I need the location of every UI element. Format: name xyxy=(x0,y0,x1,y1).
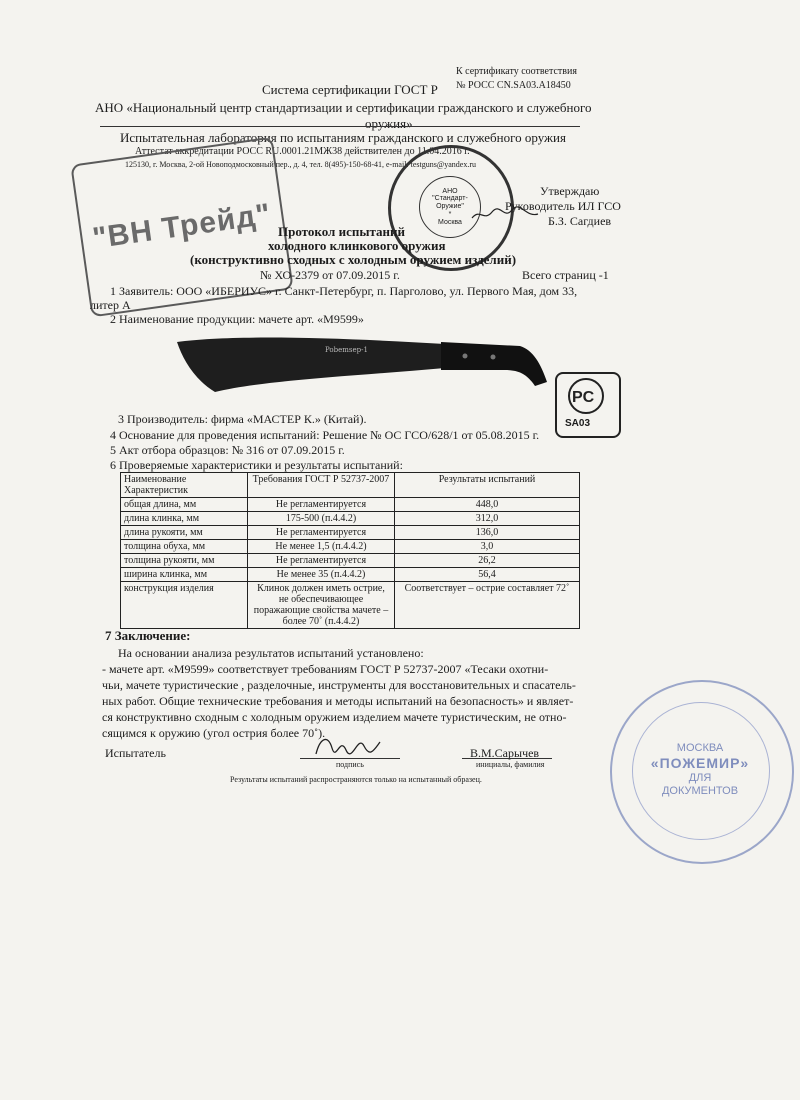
approval-position: Руководитель ИЛ ГСО xyxy=(505,199,621,213)
conclusion-line: чьи, мачете туристические , разделочные, инструменты для восстановительных и спасатель- xyxy=(102,678,576,692)
round-seal-line: * xyxy=(448,210,452,218)
protocol-number: № ХО-2379 от 07.09.2015 г. xyxy=(260,268,400,282)
manufacturer: 3 Производитель: фирма «МАСТЕР К.» (Китай). xyxy=(118,412,367,426)
test-basis: 4 Основание для проведения испытаний: Решение № ОС ГСО/628/1 от 05.08.2015 г. xyxy=(110,428,540,442)
round-seal-line: "Стандарт- xyxy=(432,195,468,203)
conclusion-line: ных работ. Общие технические требования и методы испытаний на безопасность» и являет- xyxy=(102,694,574,708)
lab-address: 125130, г. Москва, 2-ой Новоподмосковный пер., д. 4, тел. 8(495)-150-68-41, e-mail: testguns@yandex.ru xyxy=(125,160,476,169)
product-name: 2 Наименование продукции: мачете арт. «M9599» xyxy=(110,312,364,326)
approval-label: Утверждаю xyxy=(540,184,600,198)
certification-mark-code: SA03 xyxy=(565,418,591,429)
pct-logo-icon xyxy=(557,374,615,418)
table-header-row xyxy=(121,473,580,498)
table-header: Результаты испытаний xyxy=(395,473,580,498)
tester-signature xyxy=(312,730,382,760)
blue-round-seal xyxy=(610,680,794,864)
protocol-title: Протокол испытаний xyxy=(278,224,405,239)
company-stamp-text: "ВН Трейд" xyxy=(90,197,274,256)
table-row xyxy=(121,554,580,568)
table-cell: толщина обуха, мм xyxy=(121,540,248,554)
protocol-subtitle1: холодного клинкового оружия xyxy=(268,238,446,253)
footnote: Результаты испытаний распространяются только на испытанный образец. xyxy=(230,775,482,784)
tester-label: Испытатель xyxy=(105,746,166,760)
conclusion-heading: 7 Заключение: xyxy=(105,628,191,643)
table-cell: 3,0 xyxy=(395,540,580,554)
blue-seal-city: МОСКВА xyxy=(676,741,724,754)
signature-rule xyxy=(300,758,400,759)
round-seal-line: АНО xyxy=(442,187,458,195)
table-cell: длина клинка, мм xyxy=(121,512,248,526)
lab-name: Испытательная лаборатория по испытаниям гражданского и служебного оружия xyxy=(120,130,566,145)
applicant-line2: литер А xyxy=(90,298,131,312)
name-rule xyxy=(462,758,552,759)
table-cell: длина рукояти, мм xyxy=(121,526,248,540)
table-row xyxy=(121,568,580,582)
table-cell: общая длина, мм xyxy=(121,498,248,512)
table-row xyxy=(121,582,580,629)
round-seal-line: Москва xyxy=(438,218,462,226)
table-row xyxy=(121,498,580,512)
org-line2: оружия» xyxy=(365,116,413,131)
header-rule xyxy=(100,126,580,127)
page-count: Всего страниц -1 xyxy=(522,268,609,282)
table-header: Требования ГОСТ Р 52737-2007 xyxy=(248,473,395,498)
blade-engraving: Pobemsep-1 xyxy=(325,346,368,354)
blue-seal-center xyxy=(612,682,788,858)
machete-photo xyxy=(175,330,555,400)
certification-system: Система сертификации ГОСТ Р xyxy=(262,82,438,97)
sampling-act: 5 Акт отбора образцов: № 316 от 07.09.2015 г. xyxy=(110,443,345,457)
checked-characteristics: 6 Проверяемые характеристики и результаты испытаний: xyxy=(110,458,403,472)
name-caption: инициалы, фамилия xyxy=(476,760,545,769)
approval-name: Б.З. Сагдиев xyxy=(548,214,612,228)
table-cell: конструкция изделия xyxy=(121,582,248,629)
table-cell: 448,0 xyxy=(395,498,580,512)
blue-seal-line2: ДОКУМЕНТОВ xyxy=(661,784,739,797)
certificate-ref-line1: К сертификату соответствия xyxy=(456,66,577,77)
table-row xyxy=(121,540,580,554)
round-seal-line: Оружие" xyxy=(436,203,464,211)
table-cell: Не менее 35 (п.4.4.2) xyxy=(248,568,395,582)
table-cell: Клинок должен иметь острие, не обеспечивающее поражающие свойства мачете – более 70˚ (п.4.4.2) xyxy=(248,582,395,629)
approval-signature xyxy=(470,204,540,224)
table-cell: Не регламентируется xyxy=(248,498,395,512)
signature-caption: подпись xyxy=(336,760,364,769)
conclusion-line: ся конструктивно сходным с холодным оружием изделием мачете туристическим, не отно- xyxy=(102,710,567,724)
accreditation: Аттестат аккредитации РОСС RU.0001.21МЖ38 действителен до 11.04.2016 г. xyxy=(135,146,470,157)
certification-mark xyxy=(555,372,621,438)
table-cell: ширина клинка, мм xyxy=(121,568,248,582)
svg-text:PC: PC xyxy=(572,389,595,406)
table-cell: 175-500 (п.4.4.2) xyxy=(248,512,395,526)
table-header: Наименование Характеристик xyxy=(121,473,248,498)
blue-seal-name: «ПОЖЕМИР» xyxy=(650,755,750,771)
blue-seal-line1: ДЛЯ xyxy=(688,771,712,784)
conclusion-line: сящимся к оружию (угол острия более 70˚). xyxy=(102,726,326,740)
tester-name: В.М.Сарычев xyxy=(470,746,540,760)
conclusion-intro: На основании анализа результатов испытаний установлено: xyxy=(118,646,424,660)
table-cell: Не менее 1,5 (п.4.4.2) xyxy=(248,540,395,554)
table-cell: 56,4 xyxy=(395,568,580,582)
protocol-subtitle2: (конструктивно сходных с холодным оружием изделий) xyxy=(190,252,517,267)
table-cell: Не регламентируется xyxy=(248,554,395,568)
table-cell: 26,2 xyxy=(395,554,580,568)
table-cell: Соответствует – острие составляет 72˚ xyxy=(395,582,580,629)
table-cell: толщина рукояти, мм xyxy=(121,554,248,568)
conclusion-line: - мачете арт. «M9599» соответствует требованиям ГОСТ Р 52737-2007 «Тесаки охотни- xyxy=(102,662,549,676)
applicant-line1: 1 Заявитель: ООО «ИБЕРИУС» г. Санкт-Петербург, п. Парголово, ул. Первого Мая, дом 33, xyxy=(110,284,578,298)
org-line1: АНО «Национальный центр стандартизации и сертификации гражданского и служебного xyxy=(95,100,592,115)
table-row xyxy=(121,526,580,540)
table-cell: 136,0 xyxy=(395,526,580,540)
table-row xyxy=(121,512,580,526)
results-table xyxy=(120,472,580,629)
certificate-ref-line2: № РОСС CN.SA03.A18450 xyxy=(456,80,571,91)
table-cell: 312,0 xyxy=(395,512,580,526)
table-cell: Не регламентируется xyxy=(248,526,395,540)
